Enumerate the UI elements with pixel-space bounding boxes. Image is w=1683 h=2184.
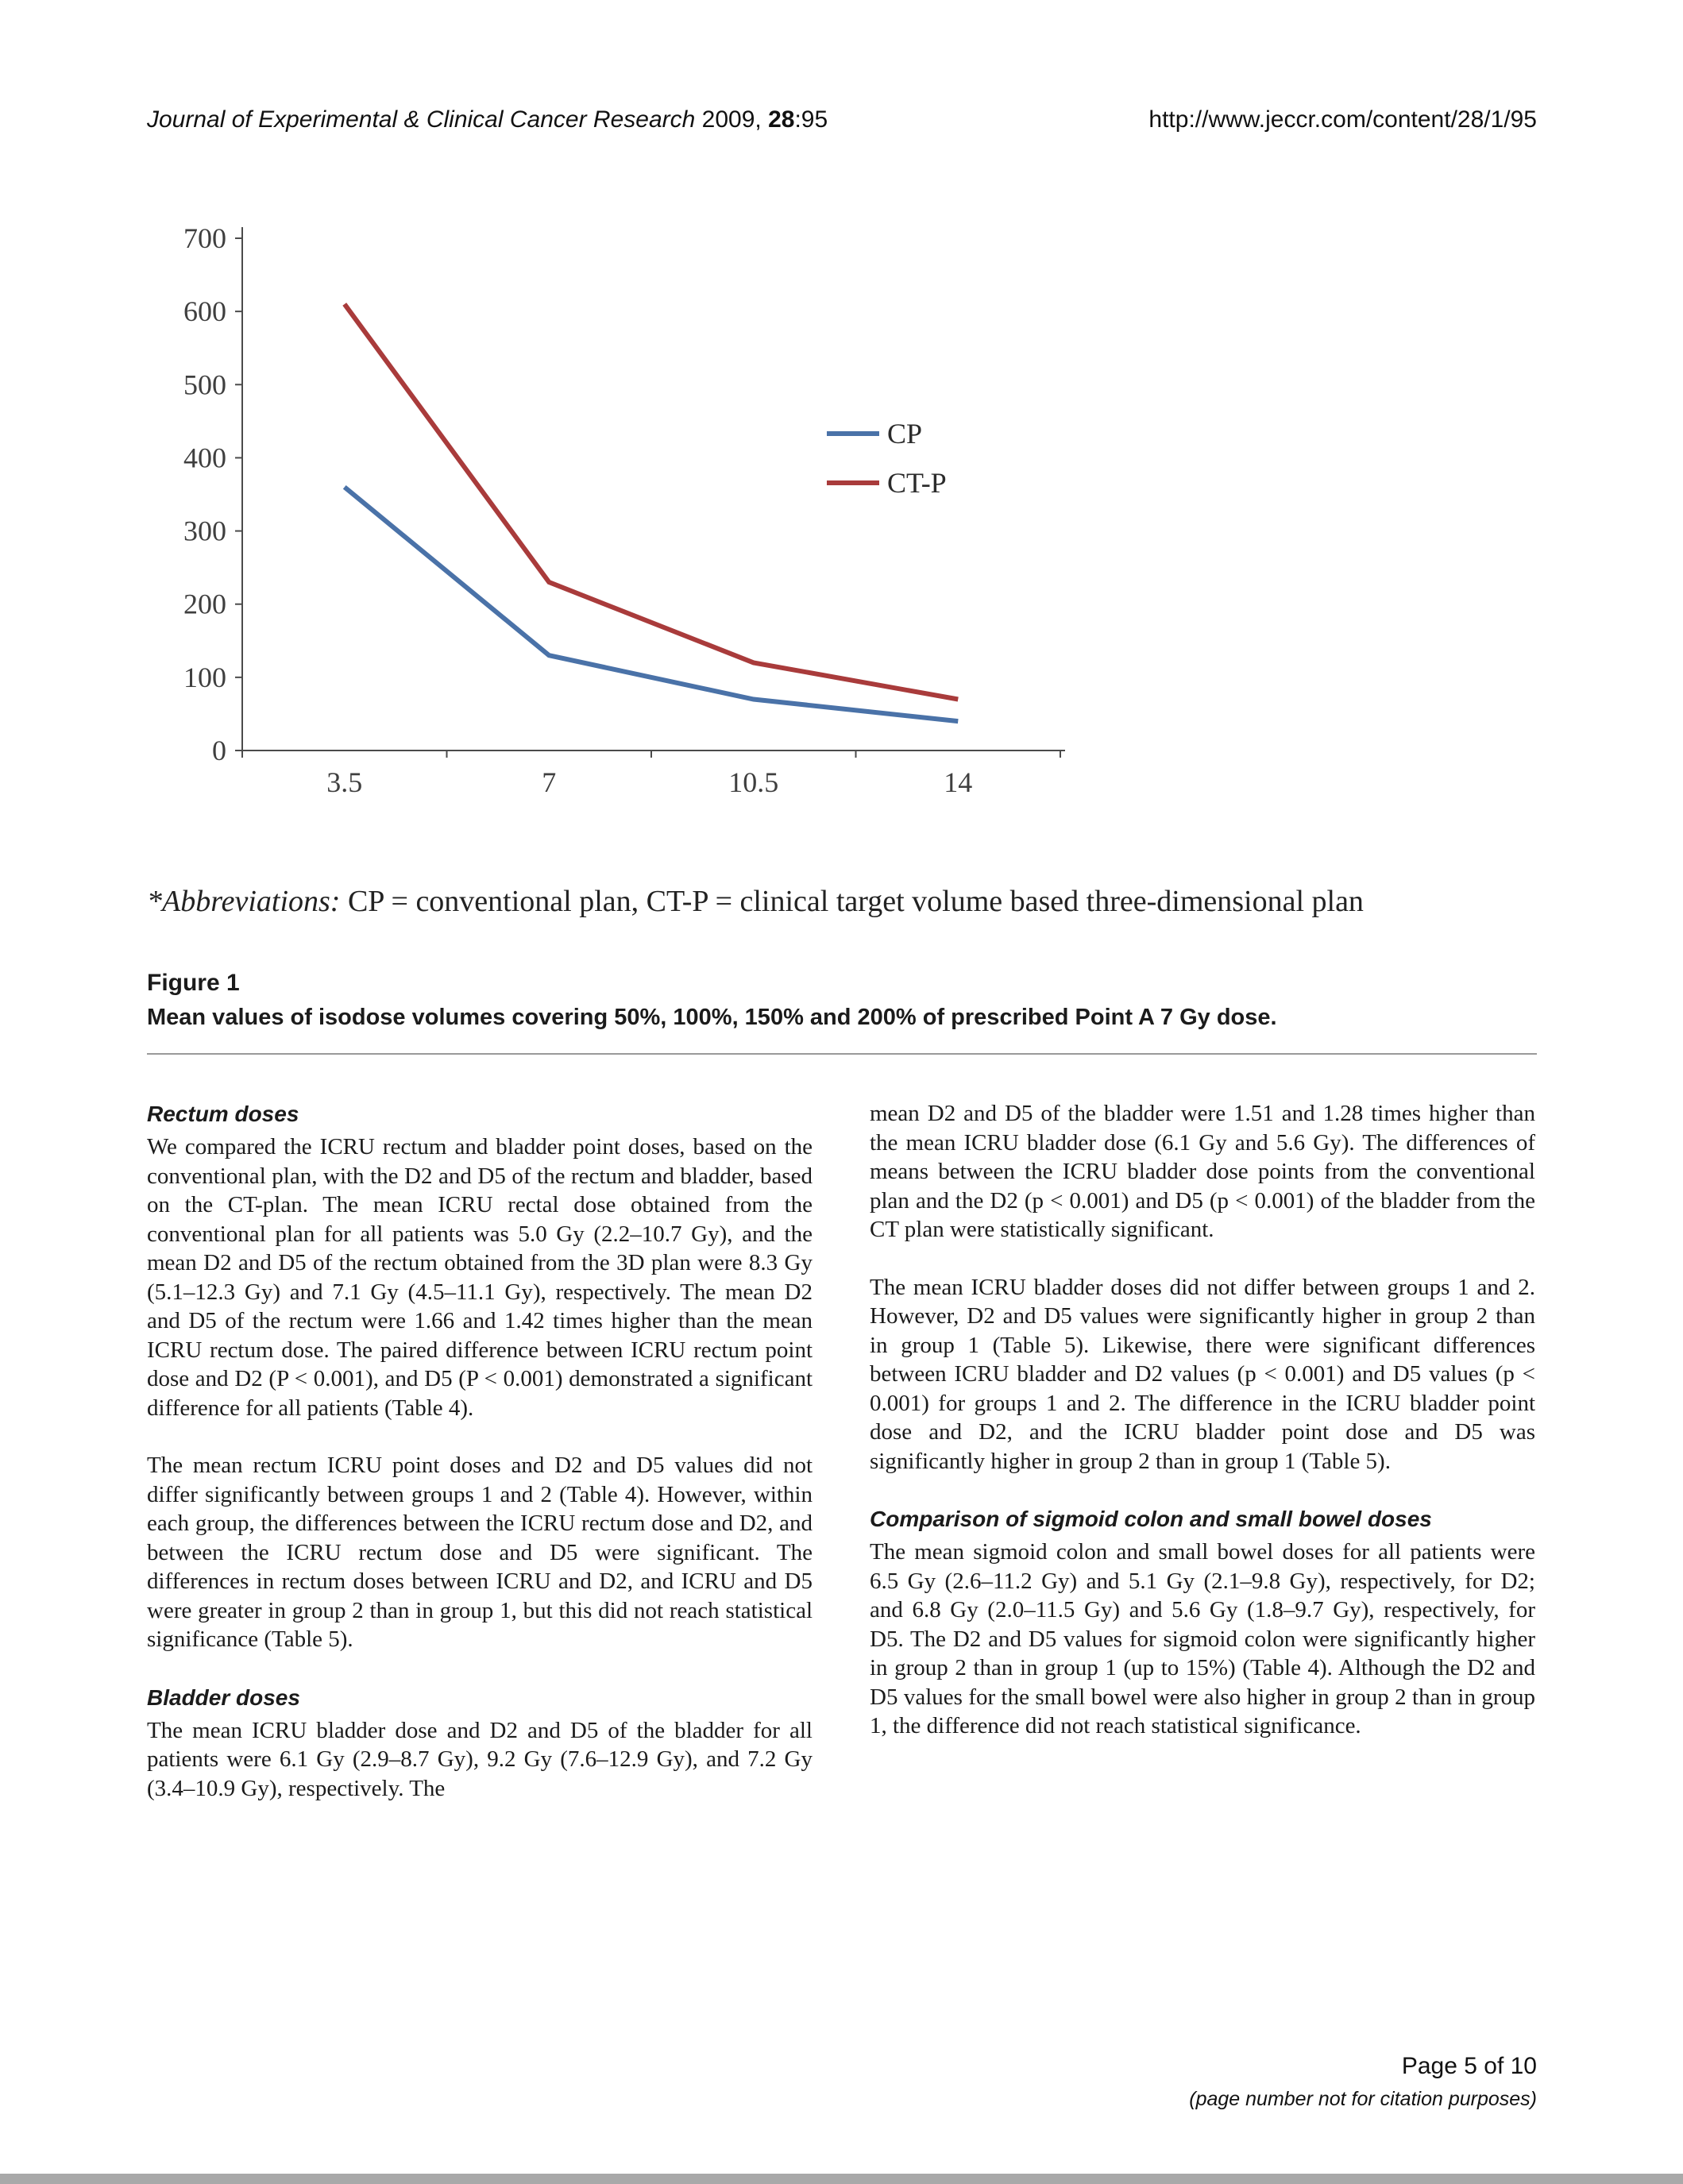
citation-page-ref: :95 bbox=[794, 106, 828, 133]
figure-1-block bbox=[147, 206, 1537, 925]
series-line-ct-p bbox=[345, 304, 959, 700]
isodose-line-chart bbox=[147, 206, 1140, 842]
column-right bbox=[870, 1099, 1535, 1831]
citation-volume: 28 bbox=[768, 106, 795, 133]
y-tick-label: 400 bbox=[183, 442, 226, 474]
section-heading-sigmoid-small-bowel: Comparison of sigmoid colon and small bowel doses bbox=[870, 1507, 1432, 1531]
y-tick-label: 0 bbox=[212, 735, 226, 766]
abbreviations-text: CP = conventional plan, CT-P = clinical target volume based three-dimensional plan bbox=[340, 885, 1364, 918]
journal-url: http://www.jeccr.com/content/28/1/95 bbox=[1148, 106, 1537, 133]
paragraph: The mean ICRU bladder doses did not differ between groups 1 and 2. However, D2 and D5 values were significantly higher in group 2 than in group 1 (Table 5). Likewise, there were significant differences between ICRU bladder and D2 values (p < 0.001) and D5 values (p < 0.001) for groups 1 and 2. The difference in the ICRU bladder point dose and D2, and the ICRU bladder point dose and D5 was significantly higher in group 2 than in group 1 (Table 5). bbox=[870, 1274, 1535, 1474]
body-columns bbox=[147, 1099, 1537, 1831]
abbreviations-lead: *Abbreviations: bbox=[147, 885, 341, 918]
page-bottom-edge bbox=[0, 2174, 1683, 2184]
y-tick-label: 500 bbox=[183, 369, 226, 401]
figure-label: Figure 1 bbox=[147, 970, 240, 996]
section-heading-rectum-doses: Rectum doses bbox=[147, 1102, 299, 1126]
x-tick-label: 7 bbox=[542, 766, 557, 798]
section-heading-bladder-doses: Bladder doses bbox=[147, 1684, 300, 1710]
x-tick-label: 14 bbox=[944, 766, 973, 798]
paragraph: We compared the ICRU rectum and bladder point doses, based on the conventional plan, with the D2 and D5 of the rectum and bladder, based on the CT-plan. The mean ICRU rectal dose obtained from the conventional plan for all patients was 5.0 Gy (2.2–10.7 Gy), and the mean D2 and D5 of the rectum obtained from the 3D plan were 8.3 Gy (5.1–12.3 Gy) and 7.1 Gy (4.5–11.1 Gy), respectively. The mean D2 and D5 of the rectum were 1.66 and 1.42 times higher than the mean ICRU rectum dose. The paired difference between ICRU rectum point dose and D2 (P < 0.001), and D5 (P < 0.001) demonstrated a significant difference for all patients (Table 4). bbox=[147, 1134, 813, 1421]
paragraph: The mean ICRU bladder dose and D2 and D5 of the bladder for all patients were 6.1 Gy (2.9–8.7 Gy), 9.2 Gy (7.6–12.9 Gy), and 7.2 Gy (3.4–10.9 Gy), respectively. The bbox=[147, 1717, 813, 1801]
series-line-cp bbox=[345, 487, 959, 721]
page-number: Page 5 of 10 bbox=[1401, 2053, 1537, 2079]
figure-caption bbox=[147, 970, 1537, 1031]
y-tick-label: 600 bbox=[183, 295, 226, 328]
page-header bbox=[147, 106, 1537, 133]
citation-note: (page number not for citation purposes) bbox=[1189, 2088, 1537, 2110]
caption-divider bbox=[147, 1053, 1537, 1055]
x-tick-label: 10.5 bbox=[728, 766, 779, 798]
y-tick-label: 200 bbox=[183, 588, 226, 620]
legend-label-cp: CP bbox=[887, 418, 923, 450]
y-tick-label: 100 bbox=[183, 661, 226, 693]
column-left bbox=[147, 1099, 813, 1831]
journal-name: Journal of Experimental & Clinical Cancer Research bbox=[147, 106, 696, 133]
y-tick-label: 300 bbox=[183, 515, 226, 547]
abbreviations-note bbox=[147, 878, 1418, 925]
paragraph: mean D2 and D5 of the bladder were 1.51 and 1.28 times higher than the mean ICRU bladder dose (6.1 Gy and 5.6 Gy). The differences of means between the ICRU bladder dose points from the conventional plan and the D2 (p < 0.001) and D5 (p < 0.001) of the bladder from the CT plan were statistically significant. bbox=[870, 1101, 1535, 1242]
citation-year: 2009, bbox=[695, 106, 769, 133]
paragraph: The mean rectum ICRU point doses and D2 and D5 values did not differ significantly between groups 1 and 2 (Table 4). However, within each group, the differences between the ICRU rectum dose and D2, and between the ICRU rectum dose and D5 were significant. The differences in rectum doses between ICRU and D2, and ICRU and D5 were greater in group 2 than in group 1, but this did not reach statistical significance (Table 5). bbox=[147, 1453, 813, 1652]
paragraph: The mean sigmoid colon and small bowel doses for all patients were 6.5 Gy (2.6–11.2 Gy) and 5.1 Gy (2.1–9.8 Gy), respectively, for D2; and 6.8 Gy (2.0–11.5 Gy) and 5.6 Gy (1.8–9.7 Gy), respectively, for D5. The D2 and D5 values for sigmoid colon were significantly higher in group 2 than in group 1 (up to 15%) (Table 4). Although the D2 and D5 values for the small bowel were also higher in group 2 than in group 1, the difference did not reach statistical significance. bbox=[870, 1539, 1535, 1738]
x-tick-label: 3.5 bbox=[326, 766, 363, 798]
y-tick-label: 700 bbox=[183, 222, 226, 254]
page-footer bbox=[1189, 2053, 1537, 2111]
figure-caption-text: Mean values of isodose volumes covering 50%, 100%, 150% and 200% of prescribed Point A 7 Gy dose. bbox=[147, 1005, 1277, 1030]
journal-citation bbox=[147, 106, 828, 133]
legend-label-ct-p: CT-P bbox=[887, 467, 947, 499]
